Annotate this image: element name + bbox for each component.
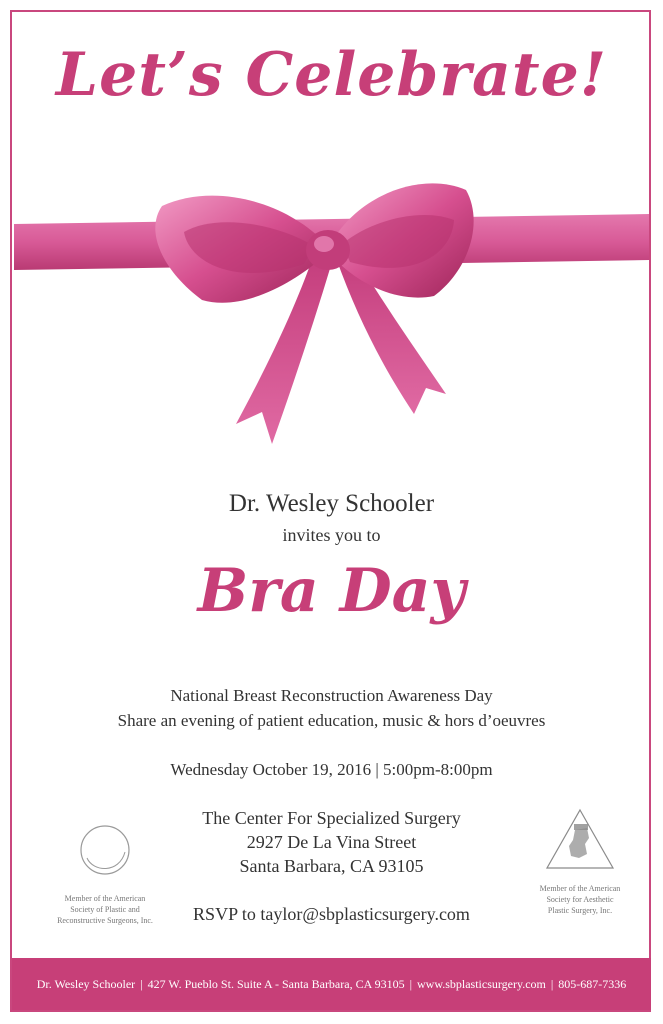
triangle-profile-logo-icon <box>545 808 615 870</box>
host-name: Dr. Wesley Schooler <box>228 490 435 517</box>
headline: Let’s Celebrate! <box>55 40 608 110</box>
event-title: Bra Day <box>197 556 466 626</box>
event-datetime: Wednesday October 19, 2016 | 5:00pm-8:00pm <box>170 760 493 779</box>
footer-phone: 805-687-7336 <box>558 976 627 991</box>
footer-name: Dr. Wesley Schooler <box>36 976 136 991</box>
asps-logo <box>40 820 170 926</box>
venue-city: Santa Barbara, CA 93105 <box>239 856 424 876</box>
footer-address: 427 W. Pueblo St. Suite A - Santa Barbara, CA 93105 <box>147 976 405 991</box>
circle-logo-icon <box>75 820 135 880</box>
asaps-caption: Member of the American Society for Aesthetic Plastic Surgery, Inc. <box>539 884 621 915</box>
event-description: Share an evening of patient education, music & hors d’oeuvres <box>117 711 546 730</box>
invite-text: invites you to <box>282 525 381 545</box>
asps-caption: Member of the American Society of Plastic and Reconstructive Surgeons, Inc. <box>57 894 153 925</box>
venue-street: 2927 De La Vina Street <box>246 832 417 852</box>
footer-separator: | <box>550 976 554 991</box>
ribbon-bow-illustration <box>14 162 649 462</box>
footer-separator: | <box>140 976 143 991</box>
footer-bar <box>12 958 651 1010</box>
rsvp-line: RSVP to taylor@sbplasticsurgery.com <box>193 904 470 924</box>
venue-name: The Center For Specialized Surgery <box>202 808 461 828</box>
asaps-logo <box>520 808 640 916</box>
footer-website-link[interactable]: www.sbplasticsurgery.com <box>417 976 546 991</box>
event-subtitle: National Breast Reconstruction Awareness Day <box>170 686 493 705</box>
footer-separator: | <box>409 976 412 991</box>
